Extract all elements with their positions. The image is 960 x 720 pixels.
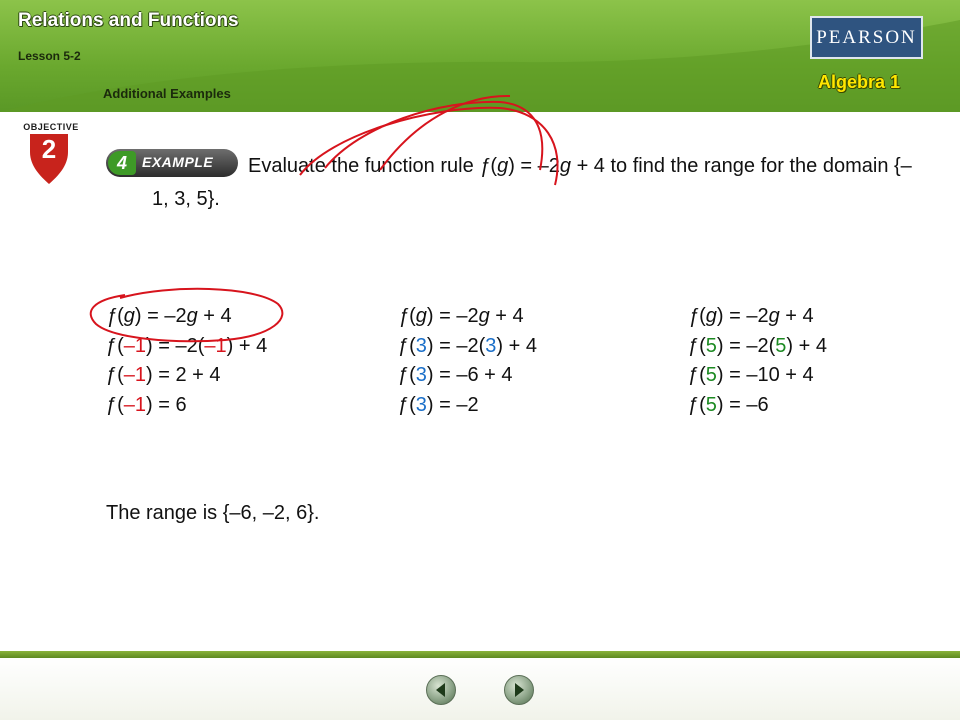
previous-slide-button[interactable] (426, 675, 456, 705)
problem-open: ( (490, 155, 498, 177)
rule-line: ƒ(g) = –2g + 4 (398, 305, 524, 327)
substitution-line: ƒ(–1) = –2(–1) + 4 (106, 334, 268, 357)
result-line: ƒ(5) = –6 (688, 393, 769, 416)
left-arrow-icon (427, 676, 455, 704)
range-conclusion: The range is {–6, –2, 6}. (106, 502, 320, 524)
course-label: Algebra 1 (818, 72, 901, 92)
substitution-line: ƒ(3) = –2(3) + 4 (398, 334, 537, 357)
problem-f: ƒ (479, 155, 491, 177)
example-label: EXAMPLE (142, 154, 214, 170)
right-arrow-icon (505, 676, 533, 704)
rule-line: ƒ(g) = –2g + 4 (106, 305, 232, 327)
problem-statement (152, 150, 912, 216)
objective-badge (14, 122, 86, 186)
footer-area (0, 658, 960, 720)
objective-number: 2 (41, 134, 57, 164)
problem-close: ) = –2 (508, 155, 560, 177)
simplify-line: ƒ(–1) = 2 + 4 (106, 364, 221, 386)
solution-column-2 (398, 302, 537, 420)
simplify-line: ƒ(3) = –6 + 4 (398, 364, 513, 386)
problem-prefix: Evaluate the function rule (248, 155, 480, 177)
substitution-line: ƒ(5) = –2(5) + 4 (688, 334, 827, 357)
problem-tail: + 4 to find the range for the domain {–1, 3, 5}. (152, 155, 912, 210)
header-band (0, 0, 960, 112)
simplify-line: ƒ(5) = –10 + 4 (688, 364, 814, 386)
rule-line: ƒ(g) = –2g + 4 (688, 305, 814, 327)
example-number: 4 (108, 151, 136, 175)
next-slide-button[interactable] (504, 675, 534, 705)
brand-text: PEARSON (816, 26, 917, 48)
pearson-logo (810, 16, 923, 59)
lesson-label: Lesson 5-2 (18, 49, 81, 63)
problem-var: g (497, 155, 509, 177)
problem-var2: g (559, 155, 572, 177)
section-label: Additional Examples (103, 86, 231, 101)
result-line: ƒ(3) = –2 (398, 393, 479, 416)
objective-label: OBJECTIVE (23, 122, 79, 132)
footer-bar (0, 651, 960, 658)
solution-column-3 (688, 302, 827, 420)
solution-column-1 (106, 302, 267, 420)
result-line: ƒ(–1) = 6 (106, 393, 187, 416)
header-title: Relations and Functions (18, 10, 239, 31)
